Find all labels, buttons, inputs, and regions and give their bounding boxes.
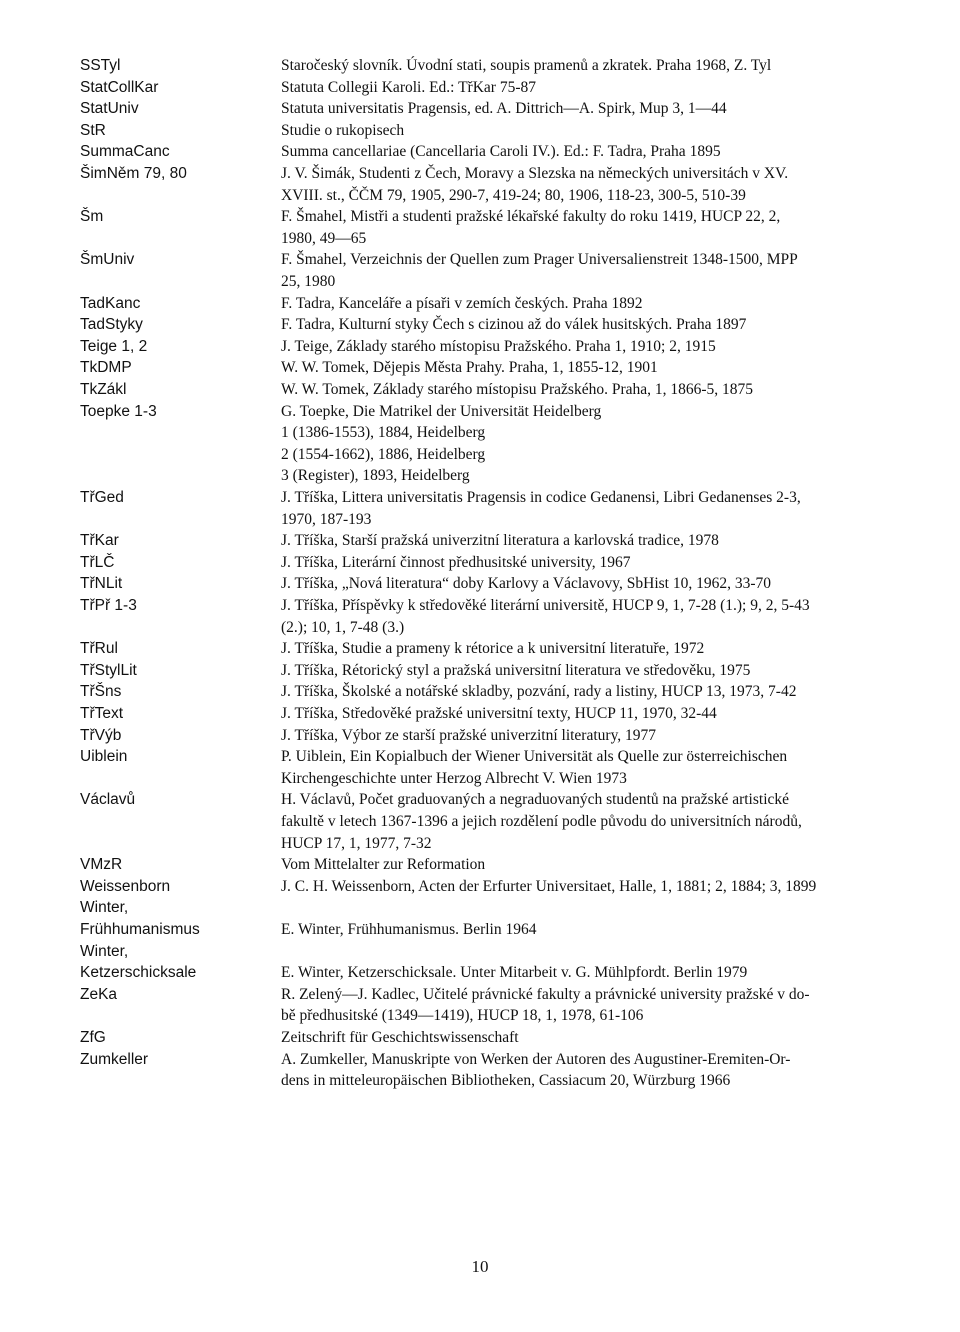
citation-line: 1970, 187-193: [281, 510, 372, 528]
citation-line: P. Uiblein, Ein Kopialbuch der Wiener Universität als Quelle zur österreichischen: [281, 748, 788, 766]
citation: [281, 357, 886, 379]
citation-line: fakultě v letech 1367-1396 a jejich rozdělení podle původu do universitních národů,: [281, 812, 802, 830]
citation-line: J. Tříška, Výbor ze starší pražské univerzitní literatury, 1977: [281, 726, 657, 744]
citation-line: Zeitschrift für Geschichtswissenschaft: [281, 1029, 519, 1046]
citation: [281, 249, 886, 292]
citation: [281, 681, 886, 703]
citation: [281, 703, 886, 725]
abbreviation: [80, 660, 270, 682]
abbreviation-line: Zumkeller: [80, 1050, 149, 1068]
abbreviation-line: TřStylLit: [80, 661, 137, 679]
abbreviation: [80, 984, 270, 1006]
citation-line: W. W. Tomek, Dějepis Města Prahy. Praha, 1, 1855-12, 1901: [281, 359, 658, 377]
citation-line: R. Zelený—J. Kadlec, Učitelé právnické fakulty a právnické university pražské v do-: [281, 985, 810, 1003]
citation-line: A. Zumkeller, Manuskripte von Werken der Autoren des Augustiner-Eremiten-Or-: [281, 1050, 791, 1068]
citation-line: J. V. Šimák, Studenti z Čech, Moravy a Slezska na německých universitách v XV.: [281, 165, 789, 182]
citation-line: Summa cancellariae (Cancellaria Caroli IV.). Ed.: F. Tadra, Praha 1895: [281, 143, 721, 161]
abbreviation: [80, 293, 270, 315]
citation: [281, 984, 886, 1027]
abbreviation: [80, 487, 270, 509]
abbreviation: [80, 573, 270, 595]
abbreviation: [80, 595, 270, 617]
abbreviation: [80, 357, 270, 379]
citation-line: Statuta universitatis Pragensis, ed. A. Dittrich—A. Spirk, Mup 3, 1—44: [281, 100, 727, 118]
citation-line: Statuta Collegii Karoli. Ed.: TřKar 75-87: [281, 78, 536, 96]
abbreviation-line: TřNLit: [80, 575, 123, 593]
citation-line: W. W. Tomek, Základy starého místopisu Pražského. Praha, 1, 1866-5, 1875: [281, 381, 754, 398]
abbreviation: [80, 120, 270, 142]
citation-line: E. Winter, Frühhumanismus. Berlin 1964: [281, 920, 537, 938]
citation-line: 1 (1386-1553), 1884, Heidelberg: [281, 424, 486, 442]
citation: [281, 876, 886, 898]
abbreviation: [80, 141, 270, 163]
citation-line: (2.); 10, 1, 7-48 (3.): [281, 618, 405, 636]
citation: [281, 746, 886, 789]
citation-line: XVIII. st., ČČM 79, 1905, 290-7, 419-24; 80, 1906, 118-23, 300-5, 510-39: [281, 186, 746, 204]
citation: [281, 401, 886, 487]
citation: [281, 120, 886, 142]
abbreviation-line: StatCollKar: [80, 78, 159, 96]
abbreviation-line: Ketzerschicksale: [80, 964, 197, 982]
citation-line: F. Tadra, Kulturní styky Čech s cizinou až do válek husitských. Praha 1897: [281, 316, 747, 334]
abbreviation-line: Toepke 1-3: [80, 402, 157, 420]
citation-line: J. Tříška, Littera universitatis Pragensis in codice Gedanensi, Libri Gedanenses 2-3,: [281, 489, 801, 506]
abbreviation: [80, 249, 270, 271]
abbreviation-line: SSTyl: [80, 57, 121, 74]
citation: [281, 163, 886, 206]
abbreviation: [80, 854, 270, 876]
citation: [281, 660, 886, 682]
citation-line: dens in mitteleuropäischen Bibliotheken, Cassiacum 20, Würzburg 1966: [281, 1072, 731, 1090]
abbreviation-line: Weissenborn: [80, 877, 171, 895]
abbreviation-line: Šm: [80, 208, 104, 226]
citation-line: F. Tadra, Kanceláře a písaři v zemích českých. Praha 1892: [281, 294, 643, 312]
abbreviation-line: TkZákl: [80, 381, 127, 398]
abbreviation: [80, 530, 270, 552]
abbreviation-line: Václavů: [80, 791, 136, 809]
abbreviation-line: SummaCanc: [80, 143, 170, 161]
citation-line: HUCP 17, 1, 1977, 7-32: [281, 834, 432, 852]
citation: [281, 789, 886, 854]
citation-line: J. Tříška, Literární činnost předhusitské university, 1967: [281, 553, 631, 571]
citation: [281, 595, 886, 638]
citation-line: E. Winter, Ketzerschicksale. Unter Mitarbeit v. G. Mühlpfordt. Berlin 1979: [281, 964, 748, 982]
abbreviation-line: TřKar: [80, 532, 119, 550]
citation-line: Vom Mittelalter zur Reformation: [281, 856, 486, 874]
abbreviation-line: TřVýb: [80, 726, 122, 744]
abbreviation-line: StatUniv: [80, 100, 139, 118]
citation: [281, 487, 886, 530]
citation: [281, 638, 886, 660]
citation: [281, 1049, 886, 1092]
citation: [281, 941, 886, 984]
abbreviation-line: VMzR: [80, 856, 123, 874]
citation-line: J. Tříška, „Nová literatura“ doby Karlovy a Václavovy, SbHist 10, 1962, 33-70: [281, 575, 772, 593]
abbreviation-line: Winter,: [80, 942, 129, 960]
abbreviation-line: TřGed: [80, 489, 124, 506]
abbreviation: [80, 1049, 270, 1071]
abbreviation: [80, 1027, 270, 1049]
citation: [281, 77, 886, 99]
abbreviation-line: TřRul: [80, 640, 118, 658]
citation: [281, 314, 886, 336]
abbreviation: [80, 336, 270, 358]
citation-line: 2 (1554-1662), 1886, Heidelberg: [281, 445, 486, 463]
abbreviation-line: TřLČ: [80, 553, 115, 571]
citation-line: F. Šmahel, Mistři a studenti pražské lékařské fakulty do roku 1419, HUCP 22, 2,: [281, 208, 781, 226]
citation-line: J. Teige, Základy starého místopisu Pražského. Praha 1, 1910; 2, 1915: [281, 337, 716, 355]
citation-line: Staročeský slovník. Úvodní stati, soupis pramenů a zkratek. Praha 1968, Z. Tyl: [281, 57, 772, 74]
citation: [281, 293, 886, 315]
citation-line: J. Tříška, Školské a notářské skladby, pozvání, rady a listiny, HUCP 13, 1973, 7-42: [281, 683, 797, 701]
citation-line: Studie o rukopisech: [281, 121, 405, 139]
abbreviation-line: ZeKa: [80, 985, 118, 1003]
citation-line: [281, 897, 886, 919]
citation: [281, 530, 886, 552]
abbreviation-line: Uiblein: [80, 748, 128, 766]
abbreviation: [80, 77, 270, 99]
page-number: 10: [471, 1257, 489, 1276]
citation: [281, 98, 886, 120]
abbreviation-line: Winter,: [80, 899, 129, 917]
citation-line: 1980, 49—65: [281, 229, 367, 247]
citation: [281, 552, 886, 574]
abbreviation: [80, 638, 270, 660]
abbreviation: [80, 379, 270, 401]
citation: [281, 854, 886, 876]
abbreviation: [80, 746, 270, 768]
citation: [281, 379, 886, 401]
citation-line: J. C. H. Weissenborn, Acten der Erfurter Universitaet, Halle, 1, 1881; 2, 1884; 3, 1899: [281, 877, 817, 895]
citation: [281, 725, 886, 747]
citation: [281, 206, 886, 249]
abbreviation: [80, 163, 270, 185]
abbreviation-line: StR: [80, 121, 106, 139]
abbreviation: [80, 681, 270, 703]
citation: [281, 1027, 886, 1049]
abbreviation: [80, 206, 270, 228]
abbreviation: [80, 725, 270, 747]
abbreviation: [80, 55, 270, 77]
citation: [281, 897, 886, 940]
citation-line: J. Tříška, Studie a prameny k rétorice a k universitní literatuře, 1972: [281, 640, 705, 658]
citation-line: 25, 1980: [281, 272, 336, 290]
citation: [281, 573, 886, 595]
abbreviation-line: TadStyky: [80, 316, 143, 334]
citation-line: bě předhusitské (1349—1419), HUCP 18, 1, 1978, 61-106: [281, 1007, 644, 1025]
abbreviation: [80, 314, 270, 336]
citation-line: J. Tříška, Středověké pražské universitní texty, HUCP 11, 1970, 32-44: [281, 705, 717, 722]
abbreviation-line: ZfG: [80, 1029, 106, 1046]
abbreviation-line: TřŠns: [80, 683, 122, 701]
abbreviation-line: Frühhumanismus: [80, 920, 200, 938]
citation: [281, 336, 886, 358]
abbreviation: [80, 876, 270, 898]
abbreviation-line: TřPř 1-3: [80, 597, 137, 614]
citation: [281, 55, 886, 77]
abbreviation: [80, 552, 270, 574]
abbreviation: [80, 941, 270, 984]
abbreviation: [80, 98, 270, 120]
citation-line: 3 (Register), 1893, Heidelberg: [281, 467, 470, 485]
citation: [281, 141, 886, 163]
citation-line: H. Václavů, Počet graduovaných a negraduovaných studentů na pražské artistické: [281, 791, 790, 809]
citation-line: J. Tříška, Příspěvky k středověké literární universitě, HUCP 9, 1, 7-28 (1.); 9, 2, 5-43: [281, 597, 810, 614]
abbreviation-line: ŠimNěm 79, 80: [80, 165, 187, 182]
abbreviation-line: Teige 1, 2: [80, 337, 148, 355]
abbreviation: [80, 789, 270, 811]
abbreviation-line: TadKanc: [80, 294, 141, 312]
abbreviation: [80, 401, 270, 423]
citation-line: J. Tříška, Rétorický styl a pražská universitní literatura ve středověku, 1975: [281, 661, 751, 679]
abbreviation-line: TřText: [80, 705, 124, 722]
citation-line: Kirchengeschichte unter Herzog Albrecht V. Wien 1973: [281, 769, 627, 787]
abbreviation-line: TkDMP: [80, 359, 132, 377]
citation-line: [281, 941, 886, 963]
abbreviation-line: ŠmUniv: [80, 251, 135, 269]
citation-line: F. Šmahel, Verzeichnis der Quellen zum Prager Universalienstreit 1348-1500, MPP: [281, 251, 798, 269]
abbreviation: [80, 703, 270, 725]
citation-line: G. Toepke, Die Matrikel der Universität Heidelberg: [281, 402, 602, 420]
citation-line: J. Tříška, Starší pražská univerzitní literatura a karlovská tradice, 1978: [281, 532, 719, 550]
abbreviation: [80, 897, 270, 940]
